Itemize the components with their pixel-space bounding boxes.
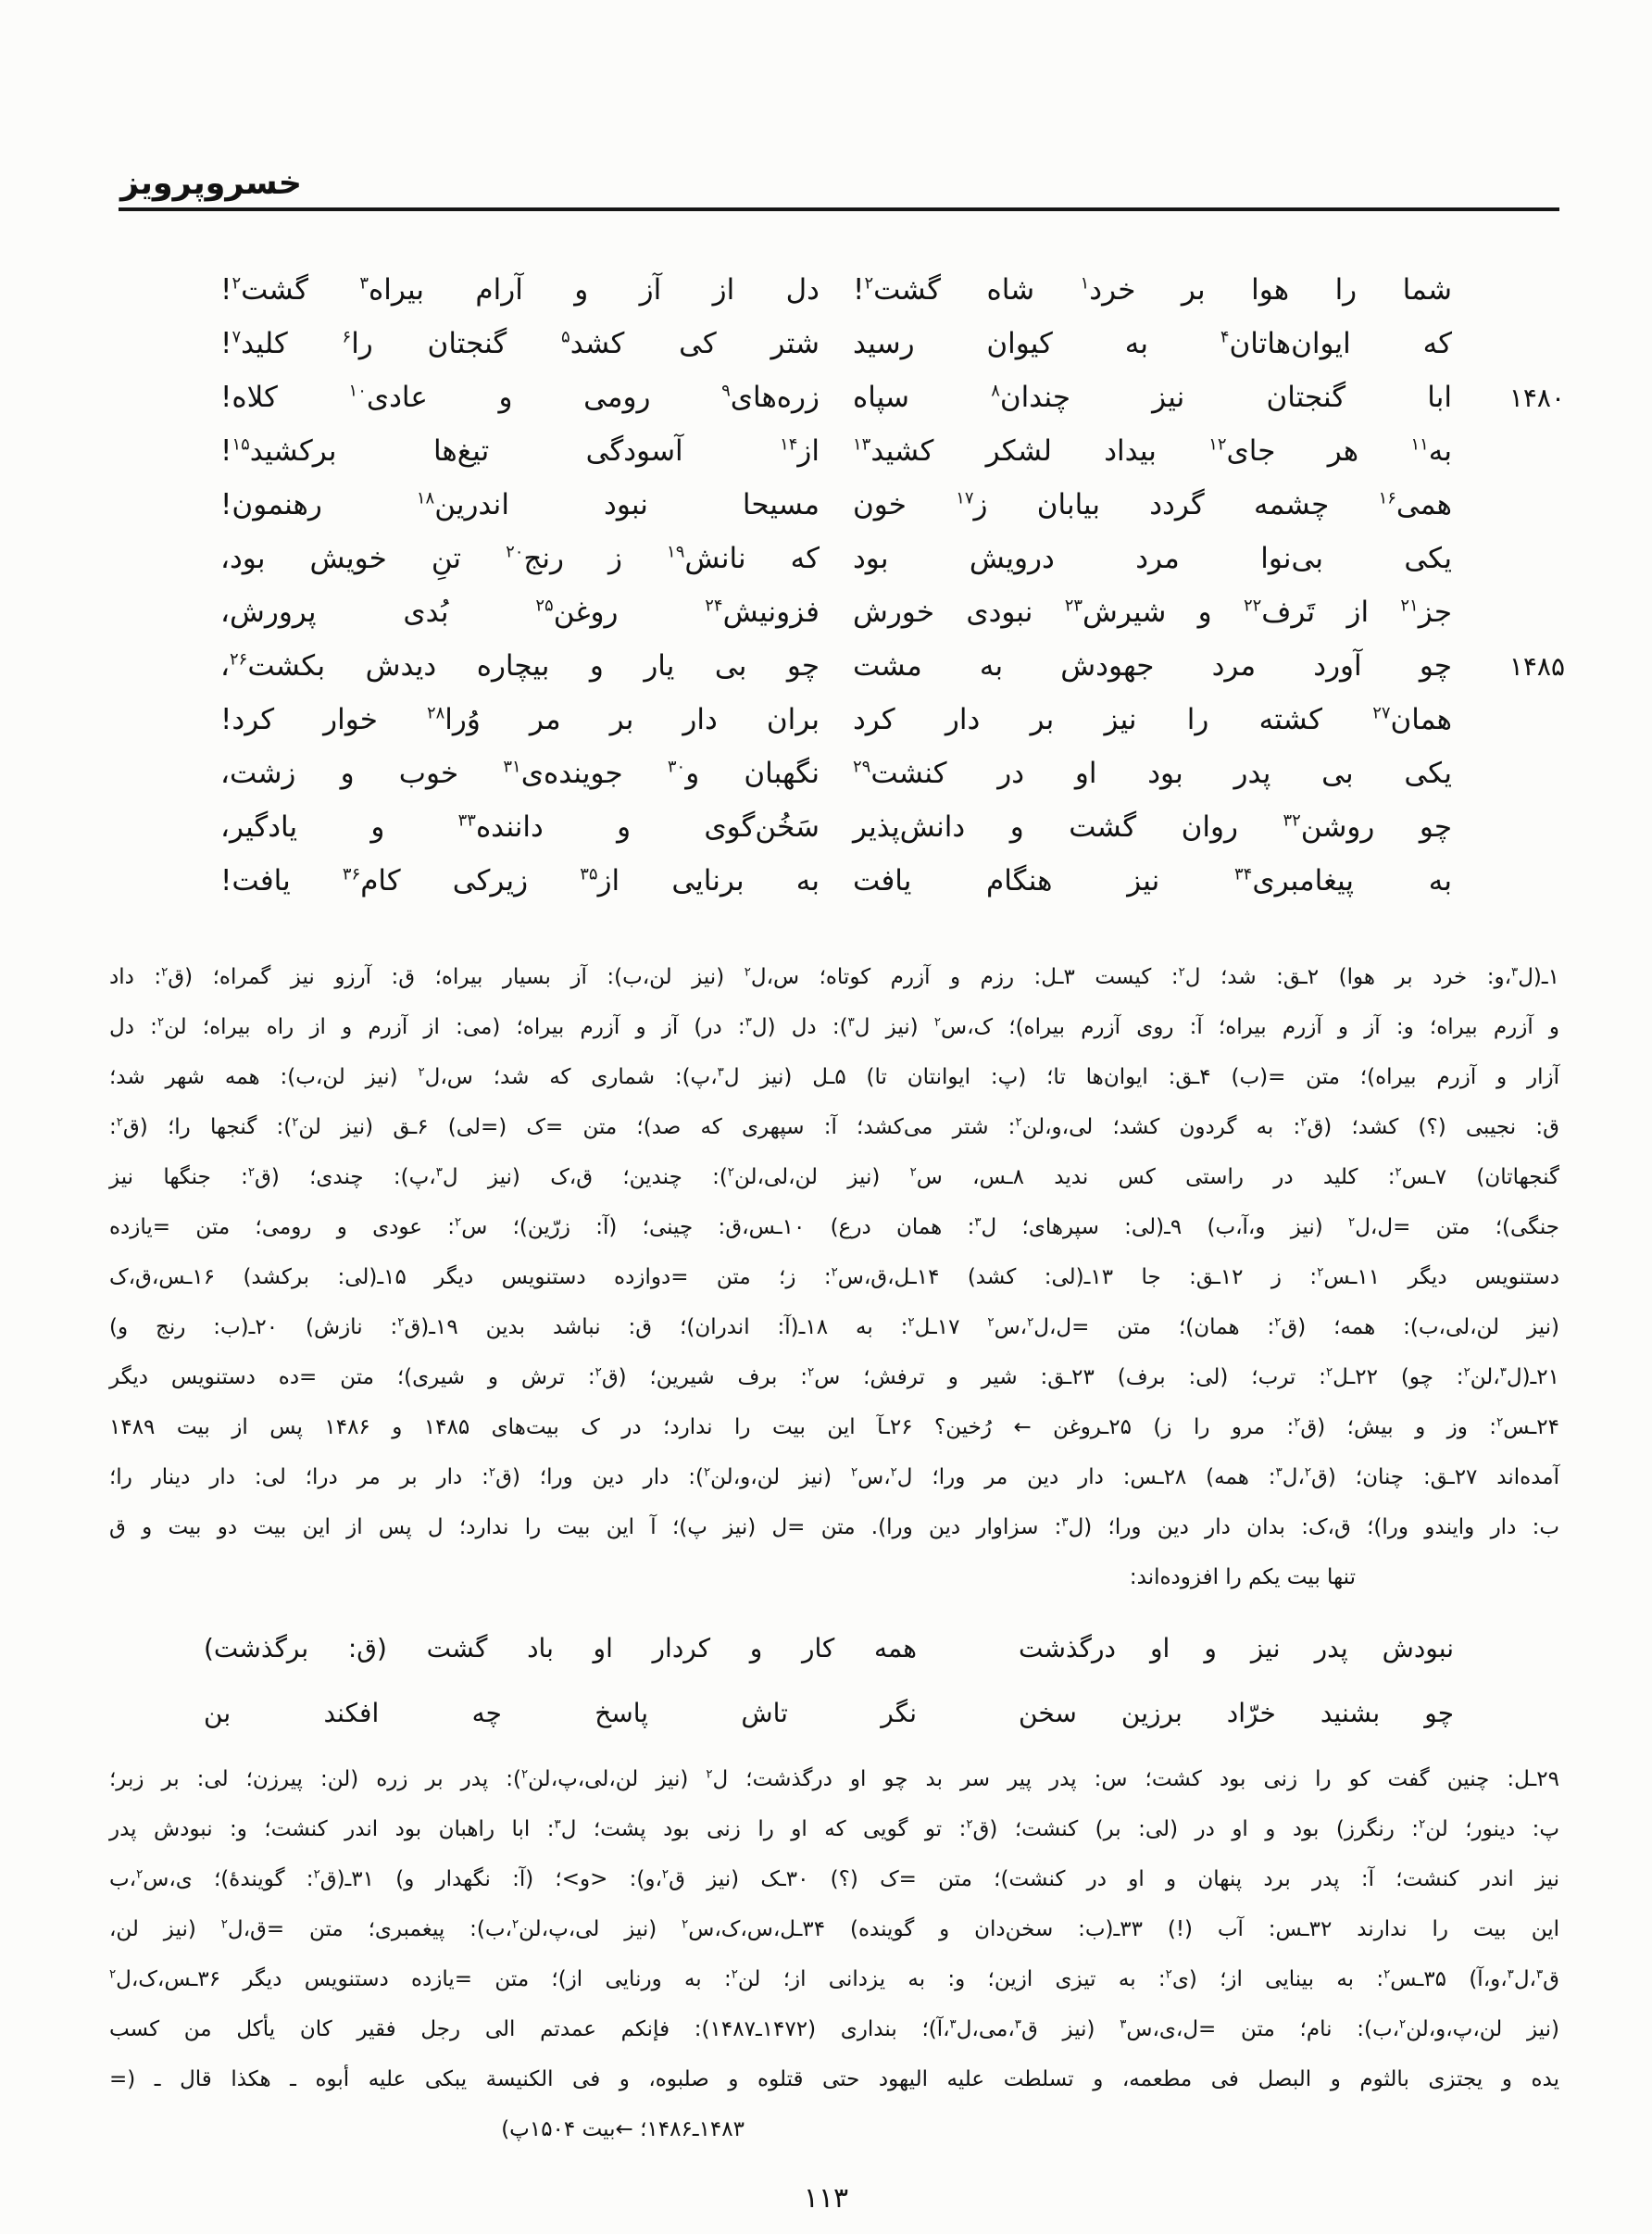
critical-apparatus-second	[109, 1754, 1559, 2154]
hemistich-right: یکی بی‌نوا مرد درویش بود	[853, 542, 1452, 575]
apparatus-line: آمده‌اند ۲۷ـق: چنان؛ (ق$^۲$،ل$^۳$: همه) ۲۸ـس: دار دین مر ورا؛ ل$^۲$،س$^۲$ (نیز لن،و،لن$^۲$): دار دین ورا؛ (ق$^۲$: دار بر مر درا؛ لی: دار دینار را؛	[109, 1465, 1559, 1489]
quote-hemistich-left: نگر تاش پاسخ چه افکند بن	[204, 1697, 917, 1728]
hemistich-right: همان$^{۲۷}$ کشته را نیز بر دار کرد	[853, 703, 1452, 736]
apparatus-line: ۲۴ـس$^۲$: وز و بیش؛ (ق$^۲$: مرو را ز) ۲۵ـروغن ← رُخین؟ ۲۶ـآ این بیت را ندارد؛ در ک بیت‌های ۱۴۸۵ و ۱۴۸۶ پس از بیت ۱۴۸۹	[109, 1415, 1560, 1439]
quote-hemistich-left: همه کار و کردار او باد گشت (ق: برگذشت)	[204, 1632, 917, 1663]
hemistich-right: جز$^{۲۱}$ از تَرف$^{۲۲}$ و شیرش$^{۲۳}$ نبودی خورش	[853, 596, 1452, 629]
apparatus-line: نیز اندر کنشت؛ آ: پدر برد پنهان و او در کنشت)؛ متن =ک (؟) ۳۰ـک (نیز ق$^۲$،و): <و>؛ (آ: نگهدار و) ۳۱ـ(ق$^۲$: گویندهٔ)؛ ی،س$^۲$،ب	[109, 1867, 1559, 1891]
quoted-couplet	[185, 1615, 1454, 1745]
header-rule	[119, 207, 1559, 211]
apparatus-line: این بیت را ندارند ۳۲ـس: آب (!) ۳۳ـ(ب: سخن‌دان و گوینده) ۳۴ـل،س،ک،س$^۲$ (نیز لی،پ،لن$^۲$،ب): پیغمبری؛ متن =ق،ل$^۲$ (نیز لن،	[109, 1917, 1559, 1941]
hemistich-left: مسیحا نبود اندرین$^{۱۸}$ رهنمون!	[220, 488, 820, 521]
quote-hemistich-right: نبودش پدر نیز و او درگذشت	[1019, 1632, 1454, 1663]
apparatus-line: ۱ـ(ل$^۳$،و: خرد بر هوا) ۲ـق: شد؛ ل$^۲$: کیست ۳ـل: رزم و آزرم کوتاه؛ س،ل$^۲$ (نیز لن،ب): آز بسیار بیراه؛ ق: آرزو نیز گمراه؛ (ق$^۲$: داد	[109, 965, 1559, 989]
hemistich-left: که نانش$^{۱۹}$ ز رنج$^{۲۰}$ تنِ خویش بود،	[220, 542, 820, 575]
apparatus-line: گنجهاتان) ۷ـس$^۲$: کلید در راستی کس ندید ۸ـس، س$^۲$ (نیز لن،لی،لن$^۲$): چندین؛ ق،ک (نیز ل$^۳$،پ): چندی؛ (ق$^۲$: جنگها نیز	[109, 1165, 1559, 1189]
apparatus-last-line: تنها بیت یکم را افزوده‌اند:	[1129, 1565, 1356, 1589]
critical-apparatus-first	[109, 952, 1559, 1602]
hemistich-left: دل از آز و آرام بیراه$^۳$ گشت$^۲$!	[220, 273, 820, 307]
apparatus-line: و آزرم بیراه؛ و: آز و آزرم بیراه؛ آ: روی آزرم بیراه)؛ ک،س$^۲$ (نیز ل$^۳$): دل (ل$^۳$: در) آز و آزرم بیراه؛ (می: از آزرم و از راه بیراه؛ لن$^۲$: دل	[109, 1015, 1559, 1039]
page-number: ۱۱۳	[803, 2182, 849, 2215]
quote-verse-row	[185, 1615, 1454, 1680]
hemistich-left: چو بی یار و بیچاره دیدش بکشت$^{۲۶}$،	[220, 649, 820, 683]
apparatus-line: یده و یجتزی بالثوم و البصل فی مطعمه، و تسلطت علیه الیهود حتی قتلوه و صلبوه، و فی الکنیسة یبکی علیه أبوه ـ هکذا قال ـ (=	[109, 2067, 1559, 2091]
verse-row	[220, 639, 1565, 693]
verse-number: ۱۴۸۰	[1508, 382, 1565, 413]
apparatus-line: (نیز لن،پ،و،لن$^۲$،ب): نام؛ متن =ل،ی،س$^۳$ (نیز ق$^۳$،می،ل$^۳$،آ)؛ بنداری (۱۴۷۲ـ۱۴۸۷): فإنکم عمدتم الی رجل فقیر کان یأکل من کسب	[109, 2017, 1559, 2041]
verse-row	[220, 800, 1565, 854]
apparatus-line: ق$^۳$،ل$^۳$،و،آ) ۳۵ـس$^۲$: به بینایی از؛ (ی$^۲$: به تیزی ازین؛ و: به یزدانی از؛ لن$^۲$: به ورنایی از)؛ متن =یازده دستنویس دیگر ۳۶ـس،ک،ل$^۲$	[109, 1967, 1559, 1991]
apparatus-line: جنگی)؛ متن =ل،ل$^۲$ (نیز و،آ،ب) ۹ـ(لی: سپرهای؛ ل$^۳$: همان درع) ۱۰ـس،ق: چینی؛ (آ: زرّین)؛ س$^۲$: عودی و رومی؛ متن =یازده	[109, 1215, 1560, 1239]
running-head-title: خسروپرویز	[120, 165, 302, 202]
hemistich-left: سَخُن‌گوی و داننده$^{۳۳}$ و یادگیر،	[220, 810, 820, 844]
verse-row	[220, 693, 1565, 747]
hemistich-left: نگهبان و$^{۳۰}$ جوینده‌ی$^{۳۱}$ خوب و زشت،	[220, 757, 820, 790]
verse-row	[220, 478, 1565, 532]
hemistich-right: چو روشن$^{۳۲}$ روان گشت و دانش‌پذیر	[853, 810, 1453, 844]
hemistich-right: شما را هوا بر خرد$^۱$ شاه گشت$^۲$!	[853, 273, 1452, 307]
main-poem	[220, 263, 1565, 908]
verse-number: ۱۴۸۵	[1508, 650, 1565, 682]
hemistich-right: همی$^{۱۶}$ چشمه گردد بیابان ز$^{۱۷}$ خون	[853, 488, 1452, 521]
verse-row	[220, 370, 1565, 424]
page-footer	[0, 2182, 1652, 2215]
verse-row	[220, 532, 1565, 585]
verse-row	[220, 424, 1565, 478]
verse-row	[220, 317, 1565, 370]
apparatus-line: دستنویس دیگر ۱۱ـس$^۲$: ز ۱۲ـق: جا ۱۳ـ(لی: کشد) ۱۴ـل،ق،س$^۲$: ز؛ متن =دوازده دستنویس دیگر ۱۵ـ(لی: برکشد) ۱۶ـس،ق،ک	[109, 1265, 1559, 1289]
apparatus-line: پ: دینور؛ لن$^۲$: رنگرز) بود و او در (لی: بر) کنشت؛ (ق$^۲$: تو گویی که او را زنی بود پشت؛ ل$^۳$: ابا راهبان بود اندر کنشت؛ و: نبودش پدر	[109, 1817, 1559, 1841]
hemistich-left: از$^{۱۴}$ آسودگی تیغ‌ها برکشید$^{۱۵}$!	[220, 434, 820, 468]
verse-row	[220, 263, 1565, 317]
verse-row	[220, 747, 1565, 800]
hemistich-left: به برنایی از$^{۳۵}$ زیرکی کام$^{۳۶}$ یافت!	[220, 864, 820, 897]
hemistich-left: شتر کی کشد$^۵$ گنجتان را$^۶$ کلید$^۷$!	[220, 327, 820, 360]
apparatus-line: ۲۱ـ(ل$^۳$،لن$^۲$: چو) ۲۲ـل$^۲$: ترب؛ (لی: برف) ۲۳ـق: شیر و ترفش؛ س$^۲$: برف شیرین؛ (ق$^۲$: ترش و شیری)؛ متن =ده دستنویس دیگر	[109, 1365, 1560, 1389]
hemistich-left: زره‌های$^۹$ رومی و عادی$^{۱۰}$ کلاه!	[220, 381, 820, 414]
hemistich-right: به$^{۱۱}$ هر جای$^{۱۲}$ بیداد لشکر کشید$^{۱۳}$	[853, 434, 1452, 468]
page-header	[0, 0, 1652, 211]
hemistich-right: به پیغامبری$^{۳۴}$ نیز هنگام یافت	[853, 864, 1452, 897]
apparatus-line: ۲۹ـل: چنین گفت کو را زنی بود کشت؛ س: پدر پیر سر بد چو او درگذشت؛ ل$^۲$ (نیز لن،لی،پ،لن$^۲$): پدر بر زره (لن: پیرزن؛ لی: بر زبر؛	[109, 1767, 1560, 1791]
quote-hemistich-right: چو بشنید خرّاد برزین سخن	[1019, 1697, 1454, 1728]
hemistich-right: یکی بی پدر بود او در کنشت$^{۲۹}$	[853, 757, 1452, 790]
hemistich-right: ابا گنجتان نیز چندان$^۸$ سپاه	[853, 381, 1452, 414]
verse-row	[220, 585, 1565, 639]
apparatus-last-line: ۱۴۸۳ـ۱۴۸۶؛ ←بیت ۱۵۰۴پ)	[501, 2117, 745, 2141]
apparatus-line: ق: نجیبی (؟) کشد؛ (ق$^۲$: به گردون کشد؛ لی،و،لن$^۲$: شتر می‌کشد؛ آ: سپهری که صد)؛ متن =ک (=لی) ۶ـق (نیز لن$^۲$): گنجها را؛ (ق$^۲$:	[109, 1115, 1559, 1139]
apparatus-line: آزار و آزرم بیراه)؛ متن =(ب) ۴ـق: ایوان‌ها تا؛ (پ: ایوانتان تا) ۵ـل (نیز ل$^۳$،پ): شماری که شد؛ س،ل$^۲$ (نیز لن،ب): همه شهر شد؛	[109, 1065, 1559, 1089]
apparatus-line: ب: دار وایندو ورا)؛ ق،ک: بدان دار دین ورا؛ (ل$^۳$: سزاوار دین ورا). متن =ل (نیز پ)؛ آ این بیت را ندارد؛ ل پس از این بیت دو بیت و ق	[109, 1515, 1559, 1539]
hemistich-left: بران دار بر مر وُرا$^{۲۸}$ خوار کرد!	[220, 703, 820, 736]
verse-row	[220, 854, 1565, 908]
quote-verse-row	[185, 1680, 1454, 1745]
hemistich-left: فزونیش$^{۲۴}$ روغن$^{۲۵}$ بُدی پرورش،	[220, 596, 820, 629]
apparatus-line: (نیز لن،لی،ب): همه؛ (ق$^۲$: همان)؛ متن =ل،ل$^۲$،س$^۲$ ۱۷ـل$^۲$: به ۱۸ـ(آ: اندران)؛ ق: نباشد بدین ۱۹ـ(ق$^۲$: نازش) ۲۰ـ(ب: رنج و)	[109, 1315, 1559, 1339]
hemistich-right: چو آورد مرد جهودش به مشت	[853, 649, 1452, 683]
hemistich-right: که ایوان‌هاتان$^۴$ به کیوان رسید	[853, 327, 1453, 360]
